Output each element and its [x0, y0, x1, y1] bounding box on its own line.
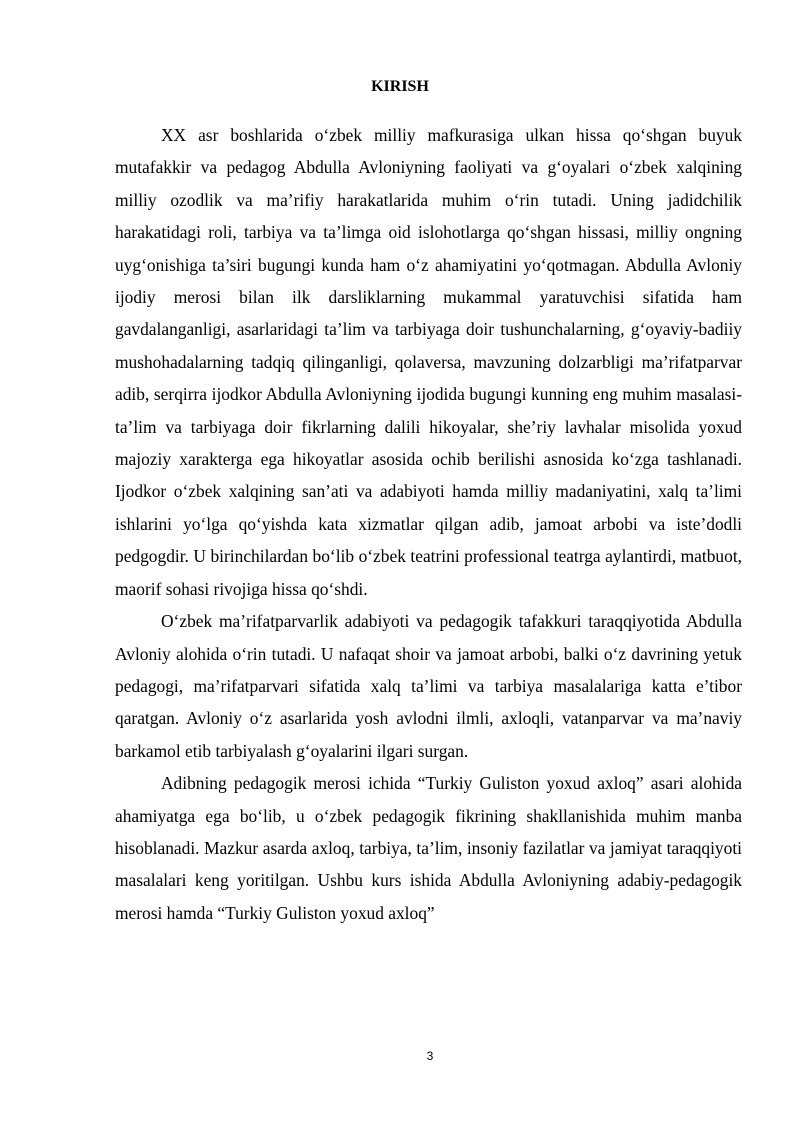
paragraph-1: XX asr boshlarida o‘zbek milliy mafkurasiga ulkan hissa qo‘shgan buyuk mutafakkir va pedagog Abdulla Avloniyning faoliyati va g‘oyalari o‘zbek xalqining milliy ozodlik va ma’rifiy harakatlarida muhim o‘rin tutadi. Uning jadidchilik harakatidagi roli, tarbiya va ta’limga oid islohotlarga qo‘shgan hissasi, milliy ongning uyg‘onishiga ta’siri bugungi kunda ham o‘z ahamiyatini yo‘qotmagan. Abdulla Avloniy ijodiy merosi bilan ilk darsliklarning mukammal yaratuvchisi sifatida ham gavdalanganligi, asarlaridagi ta’lim va tarbiyaga doir tushunchalarning, g‘oyaviy-badiiy mushohadalarning tadqiq qilinganligi, qolaversa, mavzuning dolzarbligi ma’rifatparvar adib, serqirra ijodkor Abdulla Avloniyning ijodida bugungi kunning eng muhim masalasi-ta’lim va tarbiyaga doir fikrlarning dalili hikoyalar, she’riy lavhalar misolida yoxud majoziy xarakterga ega hikoyatlar asosida ochib berilishi asnosida ko‘zga tashlanadi. Ijodkor o‘zbek xalqining san’ati va adabiyoti hamda milliy madaniyatini, xalq ta’limi ishlarini yo‘lga qo‘yishda kata xizmatlar qilgan adib, jamoat arbobi va iste’dodli pedgogdir. U birinchilardan bo‘lib o‘zbek teatrini professional teatrga aylantirdi, matbuot, maorif sohasi rivojiga hissa qo‘shdi.: [115, 125, 742, 599]
page-number: 3: [426, 1049, 434, 1063]
section-heading: KIRISH: [371, 78, 429, 95]
paragraph-3: Adibning pedagogik merosi ichida “Turkiy Guliston yoxud axloq” asari alohida ahamiyatga ega bo‘lib, u o‘zbek pedagogik fikrining shakllanishida muhim manba hisoblanadi. Mazkur asarda axloq, tarbiya, ta’lim, insoniy fazilatlar va jamiyat taraqqiyoti masalalari keng yoritilgan. Ushbu kurs ishida Abdulla Avloniyning adabiy-pedagogik merosi hamda “Turkiy Guliston yoxud axloq”: [115, 773, 742, 923]
body-text: [115, 119, 742, 929]
paragraph-2: O‘zbek ma’rifatparvarlik adabiyoti va pedagogik tafakkuri taraqqiyotida Abdulla Avloniy alohida o‘rin tutadi. U nafaqat shoir va jamoat arbobi, balki o‘z davrining yetuk pedagogi, ma’rifatparvari sifatida xalq ta’limi va tarbiya masalalariga katta e’tibor qaratgan. Avloniy o‘z asarlarida yosh avlodni ilmli, axloqli, vatanparvar va ma’naviy barkamol etib tarbiyalash g‘oyalarini ilgari surgan.: [115, 611, 742, 761]
